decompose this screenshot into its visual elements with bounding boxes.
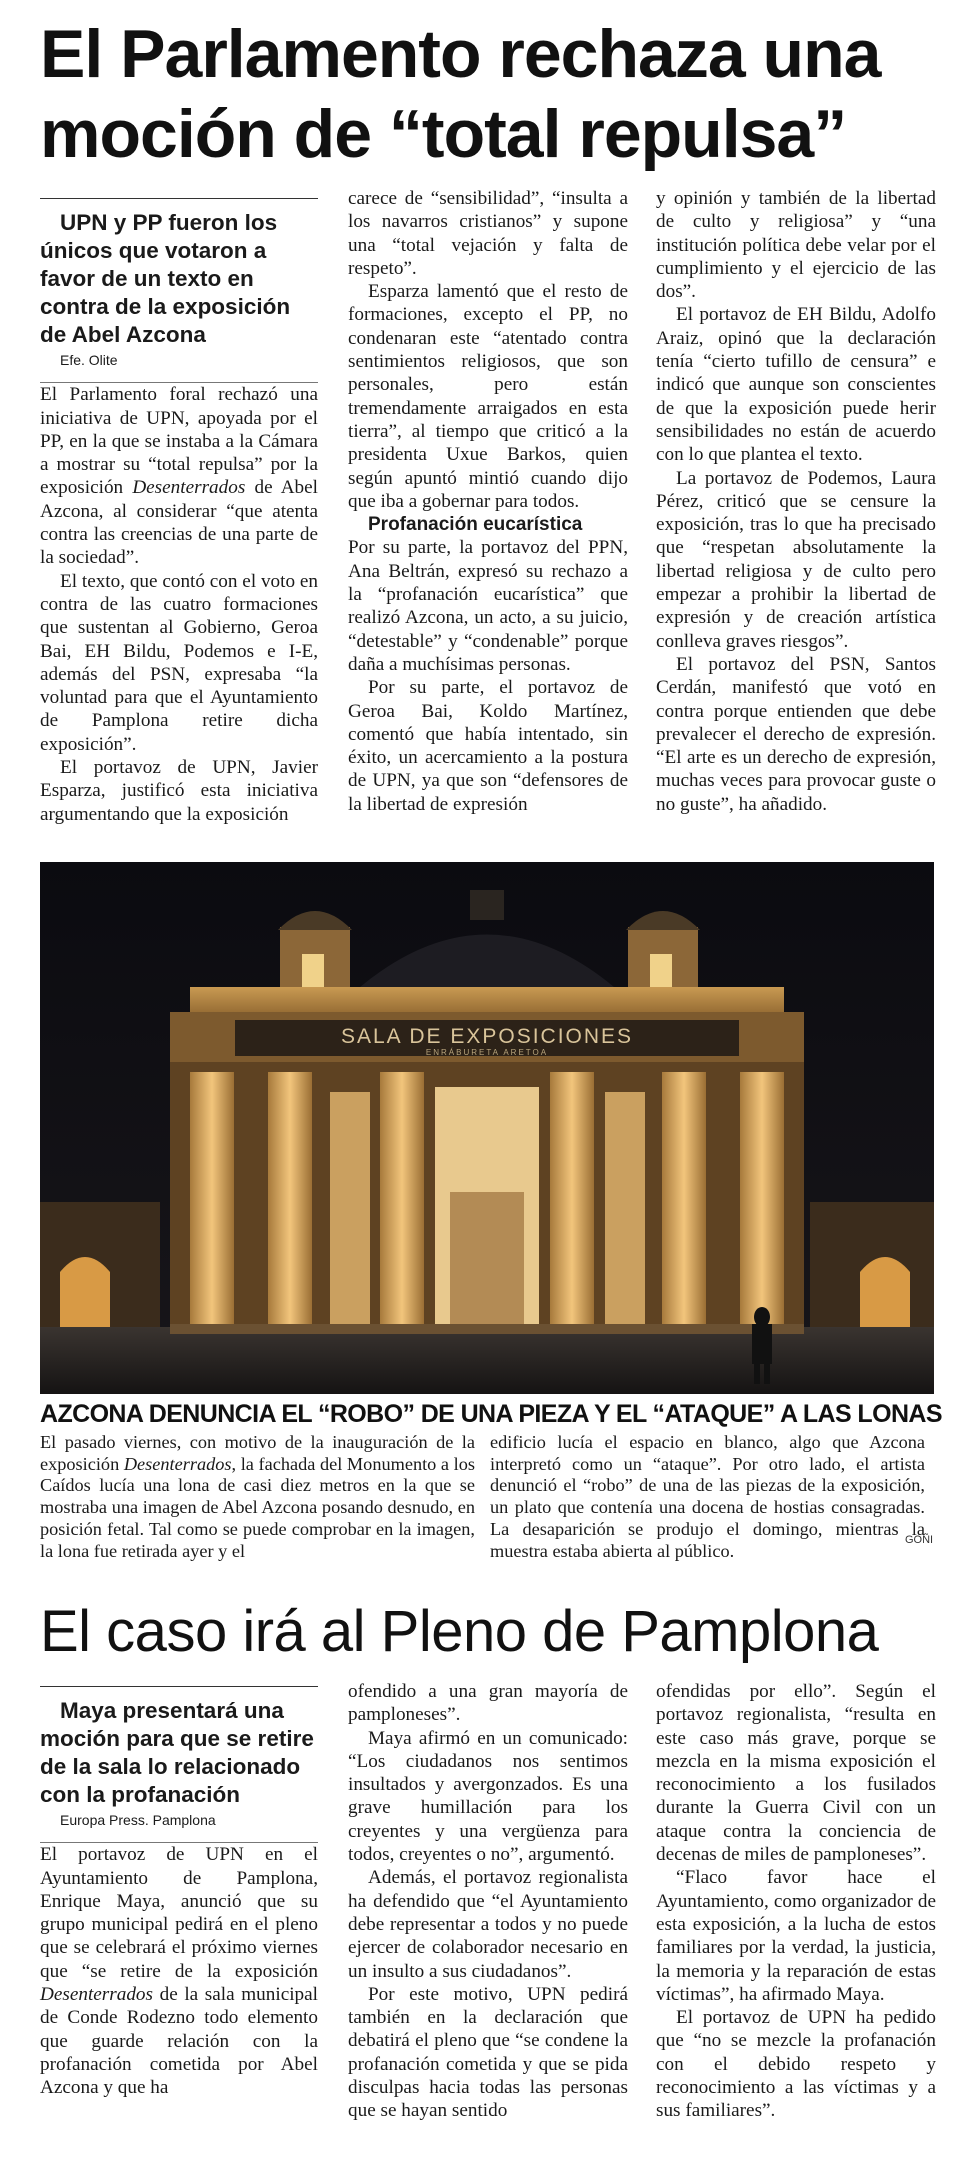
article1-title: El Parlamento rechaza una moción de “total repulsa” <box>40 16 881 172</box>
paragraph: carece de “sensibilidad”, “insulta a los navarros cristianos” y supone una “total vejación y falta de respeto”. <box>348 188 628 279</box>
article1-subtitle: UPN y PP fueron los únicos que votaron a favor de un texto en contra de la exposición de Abel Azcona <box>40 198 318 349</box>
paragraph: Por este motivo, UPN pedirá también en la declaración que debatirá el pleno que “se condene la profanación cometida y que se pida disculpas hacia todas las personas que se hayan sentido <box>348 1983 628 2122</box>
paragraph: El portavoz del PSN, Santos Cerdán, manifestó que votó en contra porque entienden que debe prevalecer el derecho de expresión. “El arte es un derecho de expresión, muchas veces para provocar guste o no guste”, ha añadido. <box>656 653 936 815</box>
paragraph: Maya afirmó en un comunicado: “Los ciudadanos nos sentimos insultados y avergonzados. Es una grave humillación para los creyentes y una vergüenza para todos, creyentes o no”, argumentó. <box>348 1727 628 1866</box>
building-subsign: ENRÁBURETA ARETOA <box>425 1048 549 1057</box>
article1-column-3 <box>656 187 936 816</box>
article2-title: El caso irá al Pleno de Pamplona <box>40 1599 879 1664</box>
article2-byline: Europa Press. Pamplona <box>40 1809 318 1843</box>
paragraph: El portavoz de UPN ha pedido que “no se mezcle la profanación con el debido respeto y reconocimiento a las víctimas y a sus familiares”. <box>656 2007 936 2122</box>
section-heading: Profanación eucarística <box>368 514 583 536</box>
photo-credit: GOÑI <box>905 1534 934 1546</box>
photo-caption-right: edificio lucía el espacio en blanco, algo que Azcona interpretó como un “ataque”. Por otro lado, el artista denunció el “robo” de una de las piezas de la exposición, un plato que contenía una docena de hostias consagradas. La desaparición se produjo el domingo, mientras la muestra estaba abierta al público. <box>490 1432 925 1561</box>
article1-column-2 <box>348 187 628 816</box>
paragraph: Por su parte, la portavoz del PPN, Ana Beltrán, expresó su rechazo a la “profanación eucarística” que realizó Azcona, un acto, a su juicio, “detestable” y “condenable” porque daña a muchísimas personas. <box>348 537 628 675</box>
photo-caption-title: AZCONA DENUNCIA EL “ROBO” DE UNA PIEZA Y EL “ATAQUE” A LAS LONAS <box>40 1400 942 1428</box>
photo-caption-left: El pasado viernes, con motivo de la inauguración de la exposición Desenterrados, la fachada del Monumento a los Caídos lucía una lona de casi diez metros en la que se mostraba una imagen de Abel Azcona posando desnudo, en posición fetal. Tal como se puede comprobar en la imagen, la lona fue retirada ayer y el <box>40 1432 475 1561</box>
exhibition-hall-photo <box>40 862 934 1394</box>
paragraph: El portavoz de UPN en el Ayuntamiento de Pamplona, Enrique Maya, anunció que su grupo municipal pedirá en el pleno que se celebrará el próximo viernes que “se retire de la exposición Desenterrados de la sala municipal de Conde Rodezno todo elemento que guarde relación con la profanación cometida por Abel Azcona y que ha <box>40 1844 318 2099</box>
paragraph: El portavoz de EH Bildu, Adolfo Araiz, opinó que la declaración tenía “cierto tufillo de censura” e indicó que aunque son conscientes de que la exposición puede herir sensibilidades no están de acuerdo con lo que plantea el texto. <box>656 304 936 466</box>
paragraph: Además, el portavoz regionalista ha defendido que “el Ayuntamiento debe representar a todos y no puede ejercer de colaborador necesario en un insulto a sus ciudadanos”. <box>348 1867 628 1982</box>
paragraph: ofendidas por ello”. Según el portavoz regionalista, “resulta en este caso más grave, porque se mezcla en la misma exposición el reconocimiento a los fusilados durante la Guerra Civil con un ataque contra la conciencia de decenas de miles de pamploneses”. <box>656 1681 936 1866</box>
paragraph: Por su parte, el portavoz de Geroa Bai, Koldo Martínez, comentó que había intentado, sin éxito, un acercamiento a la postura de UPN, ya que son “defensores de la libertad de expresión <box>348 677 628 815</box>
paragraph: y opinión y también de la libertad de culto y religiosa” y “una institución política debe velar por el cumplimiento y el ejercicio de las dos”. <box>656 188 936 303</box>
article2-subtitle: Maya presentará una moción para que se retire de la sala lo relacionado con la profanación <box>40 1686 318 1809</box>
paragraph: La portavoz de Podemos, Laura Pérez, criticó que se censure la exposición, tras lo que ha precisado que “respetan absolutamente la libertad religiosa y de culto pero empezar a prohibir la libertad de expresión y de creación artística conlleva graves riesgos”. <box>656 467 936 652</box>
paragraph: El Parlamento foral rechazó una iniciativa de UPN, apoyada por el PP, en la que se instaba a la Cámara a mostrar su “total repulsa” por la exposición Desenterrados de Abel Azcona, al considerar “que atenta contra las creencias de una parte de la sociedad”. <box>40 384 318 569</box>
article2-column-3 <box>656 1680 936 2123</box>
paragraph: ofendido a una gran mayoría de pamploneses”. <box>348 1681 628 1726</box>
article1-byline: Efe. Olite <box>40 349 318 383</box>
article2-column-2 <box>348 1680 628 2123</box>
building-sign: SALA DE EXPOSICIONES <box>340 1025 634 1048</box>
paragraph: “Flaco favor hace el Ayuntamiento, como organizador de esta exposición, a la lucha de estos familiares por la verdad, la justicia, la memoria y la reparación de estas víctimas”, ha afirmado Maya. <box>656 1867 936 2005</box>
paragraph: El portavoz de UPN, Javier Esparza, justificó esta iniciativa argumentando que la exposición <box>40 757 318 825</box>
article1-column-1 <box>40 198 318 826</box>
paragraph: El texto, que contó con el voto en contra de las cuatro formaciones que sustentan al Gobierno, Geroa Bai, EH Bildu, Podemos e I-E, además del PSN, expresaba “la voluntad para que el Ayuntamiento de Pamplona retire dicha exposición”. <box>40 570 318 755</box>
article2-column-1 <box>40 1686 318 2100</box>
paragraph: Esparza lamentó que el resto de formaciones, excepto el PP, no condenaran este “atentado contra sentimientos religiosos, que son personales, pero están tremendamente arraigados en esta tierra”, al tiempo que criticó a la presidenta Uxue Barkos, quien según apuntó mintió cuando dijo que iba a gobernar para todos. <box>348 281 628 512</box>
